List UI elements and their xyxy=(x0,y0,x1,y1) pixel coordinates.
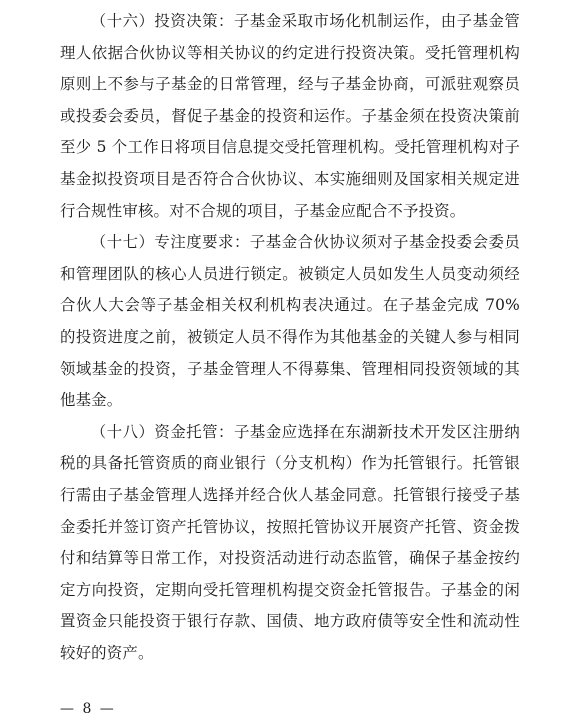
paragraph-focus-requirement: （十七）专注度要求：子基金合伙协议须对子基金投委会委员和管理团队的核心人员进行锁定。被锁定人员如发生人员变动须经合伙人大会等子基金相关权利机构表决通过。在子基金完成 70%的投资进度之前，被锁定人员不得作为其他基金的关键人参与相同领域基金的投资，子基金管理人不得募集、管理相同投资领域的其他基金。 xyxy=(60,233,520,410)
document-body xyxy=(60,6,520,669)
paragraph-investment-decision: （十六）投资决策：子基金采取市场化机制运作，由子基金管理人依据合伙协议等相关协议的约定进行投资决策。受托管理机构原则上不参与子基金的日常管理，经与子基金协商，可派驻观察员或投委会委员，督促子基金的投资和运作。子基金须在投资决策前至少 5 个工作日将项目信息提交受托管理机构。受托管理机构对子基金拟投资项目是否符合合伙协议、本实施细则及国家相关规定进行合规性审核。对不合规的项目，子基金应配合不予投资。 xyxy=(60,12,520,220)
page-number: — 8 — xyxy=(60,701,116,717)
paragraph-fund-custody: （十八）资金托管：子基金应选择在东湖新技术开发区注册纳税的具备托管资质的商业银行（分支机构）作为托管银行。托管银行需由子基金管理人选择并经合伙人基金同意。托管银行接受子基金委托并签订资产托管协议，按照托管协议开展资产托管、资金拨付和结算等日常工作，对投资活动进行动态监管，确保子基金按约定方向投资，定期向受托管理机构提交资金托管报告。子基金的闲置资金只能投资于银行存款、国债、地方政府债等安全性和流动性较好的资产。 xyxy=(60,422,520,662)
